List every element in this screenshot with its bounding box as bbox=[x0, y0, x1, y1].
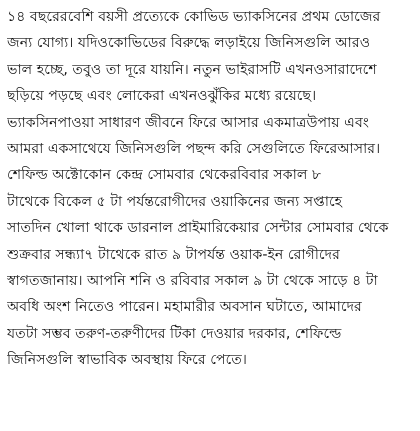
document-body bbox=[7, 4, 417, 373]
text-line: ১৪ বছরেরবেশি বয়সী প্রত্যেকে কোভিড ভ্যাকসিনের প্রথম ডোজের bbox=[7, 9, 381, 25]
text-line: অবধি অংশ নিতেও পারেন। মহামারীর অবসান ঘটাতে, আমাদের bbox=[7, 299, 362, 316]
text-line: শেফিল্ড অক্টোকোন কেন্দ্র সোমবার থেকেরবিবার সকাল ৮ bbox=[7, 167, 322, 184]
text-line: ভ্যাকসিনপাওয়া সাধারণ জীবনে ফিরে আসার একমাত্রউপায় এবং bbox=[7, 114, 369, 131]
text-line: ছড়িয়ে পড়ছে এবং লোকেরা এখনওঝুঁকির মধ্যে রয়েছে। bbox=[7, 88, 317, 105]
text-line: জিনিসগুলি স্বাভাবিক অবস্থায় ফিরে পেতে। bbox=[7, 352, 248, 369]
text-line: ভাল হচ্ছে, তবুও তা দূরে যায়নি। নতুন ভাইরাসটি এখনওসারাদেশে bbox=[7, 61, 377, 78]
text-line: যতটা সম্ভব তরুণ-তরুণীদের টিকা দেওয়ার দরকার, শেফিল্ডে bbox=[7, 325, 342, 342]
text-line: আমরা একসাথেযে জিনিসগুলি পছন্দ করি সেগুলিতে ফিরেআসার। bbox=[7, 140, 381, 157]
text-line: শুক্রবার সন্ধ্যা৭ টাথেকে রাত ৯ টাপর্যন্ত ওয়াক-ইন রোগীদের bbox=[7, 246, 340, 263]
text-line: স্বাগতজানায়। আপনি শনি ও রবিবার সকাল ৯ টা থেকে সাড়ে ৪ টা bbox=[7, 272, 378, 289]
text-line: টাথেকে বিকেল ৫ টা পর্যন্তরোগীদের ওয়াকিনের জন্য সপ্তাহে bbox=[7, 193, 343, 210]
text-line: সাতদিন খোলা থাকে ডারনাল প্রাইমারিকেয়ার সেন্টার সোমবার থেকে bbox=[7, 220, 389, 237]
text-line: জন্য যোগ্য। যদিওকোভিডের বিরুদ্ধে লড়াইয়ে জিনিসগুলি আরও bbox=[7, 35, 371, 52]
